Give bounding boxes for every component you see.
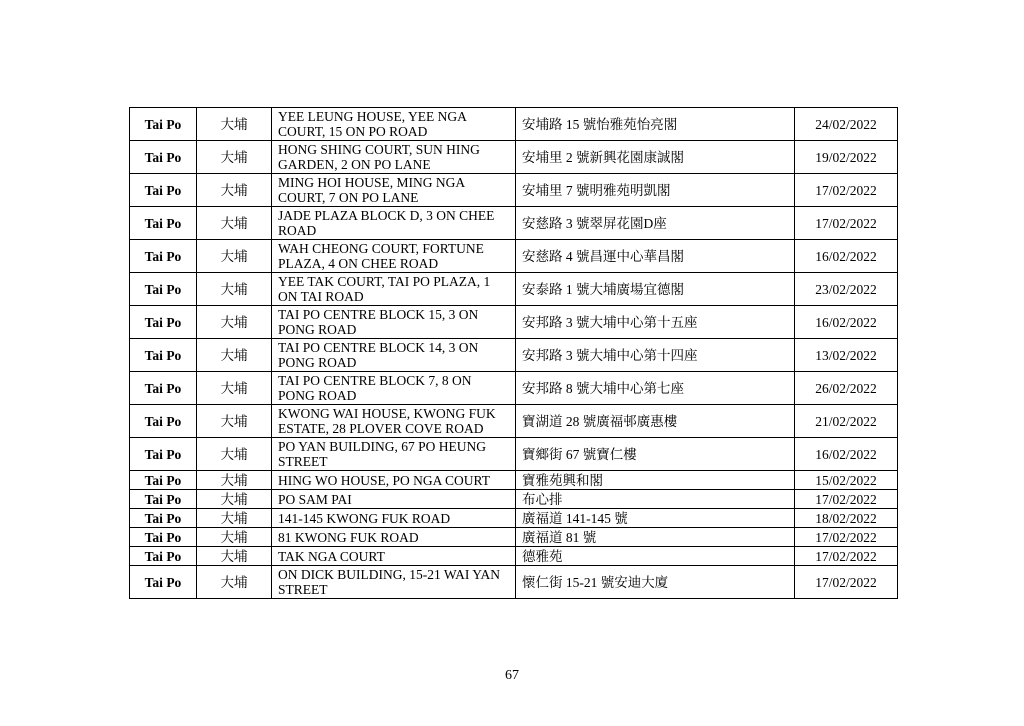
district-zh-cell: 大埔 [197, 240, 272, 273]
district-cell: Tai Po [130, 240, 197, 273]
table-row [130, 509, 898, 528]
address-zh-cell: 安邦路 3 號大埔中心第十四座 [516, 339, 795, 372]
date-cell: 17/02/2022 [795, 174, 898, 207]
district-zh-cell: 大埔 [197, 273, 272, 306]
buildings-table [129, 107, 898, 599]
district-cell: Tai Po [130, 509, 197, 528]
table-row [130, 306, 898, 339]
district-cell: Tai Po [130, 174, 197, 207]
address-cell: KWONG WAI HOUSE, KWONG FUK ESTATE, 28 PLOVER COVE ROAD [272, 405, 516, 438]
district-zh-cell: 大埔 [197, 207, 272, 240]
address-cell: HING WO HOUSE, PO NGA COURT [272, 471, 516, 490]
address-cell: TAI PO CENTRE BLOCK 15, 3 ON PONG ROAD [272, 306, 516, 339]
district-cell: Tai Po [130, 528, 197, 547]
table-row [130, 471, 898, 490]
district-zh-cell: 大埔 [197, 405, 272, 438]
address-zh-cell: 廣福道 81 號 [516, 528, 795, 547]
date-cell: 23/02/2022 [795, 273, 898, 306]
address-cell: TAK NGA COURT [272, 547, 516, 566]
district-zh-cell: 大埔 [197, 471, 272, 490]
table-row [130, 207, 898, 240]
date-cell: 17/02/2022 [795, 566, 898, 599]
address-cell: MING HOI HOUSE, MING NGA COURT, 7 ON PO LANE [272, 174, 516, 207]
district-cell: Tai Po [130, 108, 197, 141]
date-cell: 17/02/2022 [795, 528, 898, 547]
address-cell: JADE PLAZA BLOCK D, 3 ON CHEE ROAD [272, 207, 516, 240]
district-zh-cell: 大埔 [197, 372, 272, 405]
date-cell: 24/02/2022 [795, 108, 898, 141]
table-row [130, 566, 898, 599]
address-zh-cell: 安埔里 7 號明雅苑明凱閣 [516, 174, 795, 207]
district-cell: Tai Po [130, 438, 197, 471]
date-cell: 26/02/2022 [795, 372, 898, 405]
district-cell: Tai Po [130, 273, 197, 306]
date-cell: 17/02/2022 [795, 547, 898, 566]
table-row [130, 339, 898, 372]
address-cell: ON DICK BUILDING, 15-21 WAI YAN STREET [272, 566, 516, 599]
address-zh-cell: 廣福道 141-145 號 [516, 509, 795, 528]
table-row [130, 372, 898, 405]
district-zh-cell: 大埔 [197, 528, 272, 547]
district-cell: Tai Po [130, 547, 197, 566]
address-cell: PO YAN BUILDING, 67 PO HEUNG STREET [272, 438, 516, 471]
date-cell: 17/02/2022 [795, 207, 898, 240]
table-row [130, 240, 898, 273]
page-number: 67 [505, 668, 519, 683]
address-zh-cell: 德雅苑 [516, 547, 795, 566]
district-cell: Tai Po [130, 566, 197, 599]
address-cell: HONG SHING COURT, SUN HING GARDEN, 2 ON PO LANE [272, 141, 516, 174]
address-cell: 81 KWONG FUK ROAD [272, 528, 516, 547]
district-zh-cell: 大埔 [197, 509, 272, 528]
table-row [130, 438, 898, 471]
address-zh-cell: 寶湖道 28 號廣福邨廣惠樓 [516, 405, 795, 438]
address-cell: PO SAM PAI [272, 490, 516, 509]
district-zh-cell: 大埔 [197, 108, 272, 141]
address-zh-cell: 安慈路 3 號翠屏花園D座 [516, 207, 795, 240]
table-row [130, 490, 898, 509]
table-body [130, 108, 898, 599]
district-zh-cell: 大埔 [197, 339, 272, 372]
address-cell: TAI PO CENTRE BLOCK 14, 3 ON PONG ROAD [272, 339, 516, 372]
date-cell: 17/02/2022 [795, 490, 898, 509]
address-zh-cell: 安埔路 15 號怡雅苑怡亮閣 [516, 108, 795, 141]
district-cell: Tai Po [130, 372, 197, 405]
address-cell: TAI PO CENTRE BLOCK 7, 8 ON PONG ROAD [272, 372, 516, 405]
table-row [130, 405, 898, 438]
date-cell: 16/02/2022 [795, 240, 898, 273]
table-row [130, 141, 898, 174]
date-cell: 13/02/2022 [795, 339, 898, 372]
district-zh-cell: 大埔 [197, 306, 272, 339]
district-cell: Tai Po [130, 141, 197, 174]
district-cell: Tai Po [130, 306, 197, 339]
address-cell: 141-145 KWONG FUK ROAD [272, 509, 516, 528]
address-zh-cell: 安邦路 8 號大埔中心第七座 [516, 372, 795, 405]
table-row [130, 528, 898, 547]
date-cell: 16/02/2022 [795, 438, 898, 471]
address-cell: YEE LEUNG HOUSE, YEE NGA COURT, 15 ON PO ROAD [272, 108, 516, 141]
table-row [130, 547, 898, 566]
district-cell: Tai Po [130, 339, 197, 372]
address-zh-cell: 安邦路 3 號大埔中心第十五座 [516, 306, 795, 339]
address-zh-cell: 懷仁街 15-21 號安迪大廈 [516, 566, 795, 599]
table-row [130, 273, 898, 306]
date-cell: 18/02/2022 [795, 509, 898, 528]
date-cell: 19/02/2022 [795, 141, 898, 174]
district-zh-cell: 大埔 [197, 141, 272, 174]
address-zh-cell: 安埔里 2 號新興花園康誠閣 [516, 141, 795, 174]
district-zh-cell: 大埔 [197, 547, 272, 566]
district-cell: Tai Po [130, 207, 197, 240]
district-cell: Tai Po [130, 490, 197, 509]
district-zh-cell: 大埔 [197, 438, 272, 471]
date-cell: 16/02/2022 [795, 306, 898, 339]
address-zh-cell: 寶雅苑興和閣 [516, 471, 795, 490]
district-zh-cell: 大埔 [197, 566, 272, 599]
table-row [130, 108, 898, 141]
district-cell: Tai Po [130, 405, 197, 438]
address-zh-cell: 安慈路 4 號昌運中心華昌閣 [516, 240, 795, 273]
address-zh-cell: 布心排 [516, 490, 795, 509]
address-cell: YEE TAK COURT, TAI PO PLAZA, 1 ON TAI ROAD [272, 273, 516, 306]
address-cell: WAH CHEONG COURT, FORTUNE PLAZA, 4 ON CHEE ROAD [272, 240, 516, 273]
district-cell: Tai Po [130, 471, 197, 490]
address-zh-cell: 寶鄉街 67 號寶仁樓 [516, 438, 795, 471]
district-zh-cell: 大埔 [197, 174, 272, 207]
table-row [130, 174, 898, 207]
address-zh-cell: 安泰路 1 號大埔廣場宜德閣 [516, 273, 795, 306]
district-zh-cell: 大埔 [197, 490, 272, 509]
date-cell: 15/02/2022 [795, 471, 898, 490]
date-cell: 21/02/2022 [795, 405, 898, 438]
